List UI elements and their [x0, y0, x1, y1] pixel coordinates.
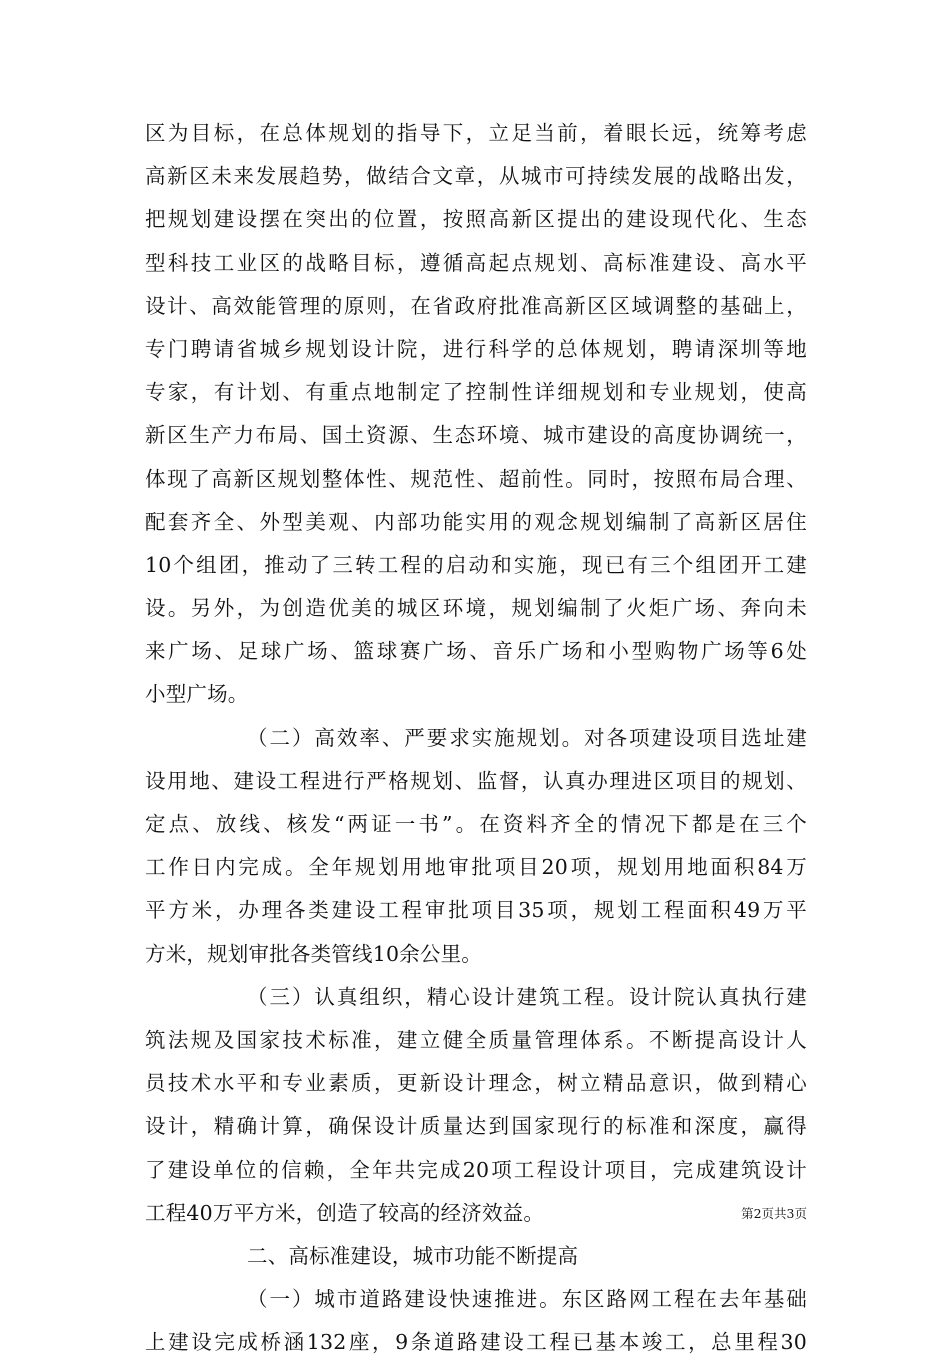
text-line: 高新区未来发展趋势，做结合文章，从城市可持续发展的战略出发，	[145, 164, 807, 189]
text-line: 设计，精确计算，确保设计质量达到国家现行的标准和深度，赢得	[145, 1114, 807, 1139]
text-line: 区为目标，在总体规划的指导下，立足当前，着眼长远，统筹考虑	[145, 121, 807, 145]
text-line: 筑法规及国家技术标准，建立健全质量管理体系。不断提高设计人	[145, 1027, 807, 1052]
text-line: 设。另外，为创造优美的城区环境，规划编制了火炬广场、奔向未	[145, 596, 807, 621]
paragraph-heading-line: （二）高效率、严要求实施规划。对各项建设项目选址建	[247, 725, 807, 750]
text-line: 新区生产力布局、国土资源、生态环境、城市建设的高度协调统一，	[145, 423, 807, 448]
text-line: 来广场、足球广场、篮球赛广场、音乐广场和小型购物广场等6处	[145, 639, 807, 664]
text-line: 平方米，办理各类建设工程审批项目35项，规划工程面积49万平	[145, 898, 807, 923]
document-body	[145, 112, 807, 1364]
section-heading: 二、高标准建设，城市功能不断提高	[247, 1243, 579, 1268]
page-number: 第2页共3页	[741, 1206, 807, 1221]
text-line: 工程40万平方米，创造了较高的经济效益。	[145, 1200, 545, 1225]
text-line: 专门聘请省城乡规划设计院，进行科学的总体规划，聘请深圳等地	[145, 336, 807, 361]
text-line: 小型广场。	[145, 682, 249, 707]
text-line: 10个组团，推动了三转工程的启动和实施，现已有三个组团开工建	[145, 552, 807, 577]
text-line: 型科技工业区的战略目标，遵循高起点规划、高标准建设、高水平	[145, 250, 807, 275]
text-line: 员技术水平和专业素质，更新设计理念，树立精品意识，做到精心	[145, 1071, 807, 1096]
text-line: 工作日内完成。全年规划用地审批项目20项，规划用地面积84万	[145, 855, 807, 880]
text-line: 专家，有计划、有重点地制定了控制性详细规划和专业规划，使高	[145, 380, 807, 405]
text-line: 设用地、建设工程进行严格规划、监督，认真办理进区项目的规划、	[145, 768, 807, 793]
text-line: 上建设完成桥涵132座，9条道路建设工程已基本竣工，总里程30	[145, 1330, 807, 1355]
text-line: 配套齐全、外型美观、内部功能实用的观念规划编制了高新区居住	[145, 509, 807, 534]
text-line: 把规划建设摆在突出的位置，按照高新区提出的建设现代化、生态	[145, 207, 807, 232]
text-line: 了建设单位的信赖，全年共完成20项工程设计项目，完成建筑设计	[145, 1157, 807, 1182]
text-line: 定点、放线、核发“两证一书”。在资料齐全的情况下都是在三个	[145, 812, 807, 836]
paragraph-heading-line: （一）城市道路建设快速推进。东区路网工程在去年基础	[247, 1287, 807, 1312]
text-line: 设计、高效能管理的原则，在省政府批准高新区区域调整的基础上，	[145, 293, 807, 318]
paragraph-heading-line: （三）认真组织，精心设计建筑工程。设计院认真执行建	[247, 984, 807, 1009]
text-line: 方米，规划审批各类管线10余公里。	[145, 941, 482, 966]
text-line: 体现了高新区规划整体性、规范性、超前性。同时，按照布局合理、	[145, 466, 807, 491]
